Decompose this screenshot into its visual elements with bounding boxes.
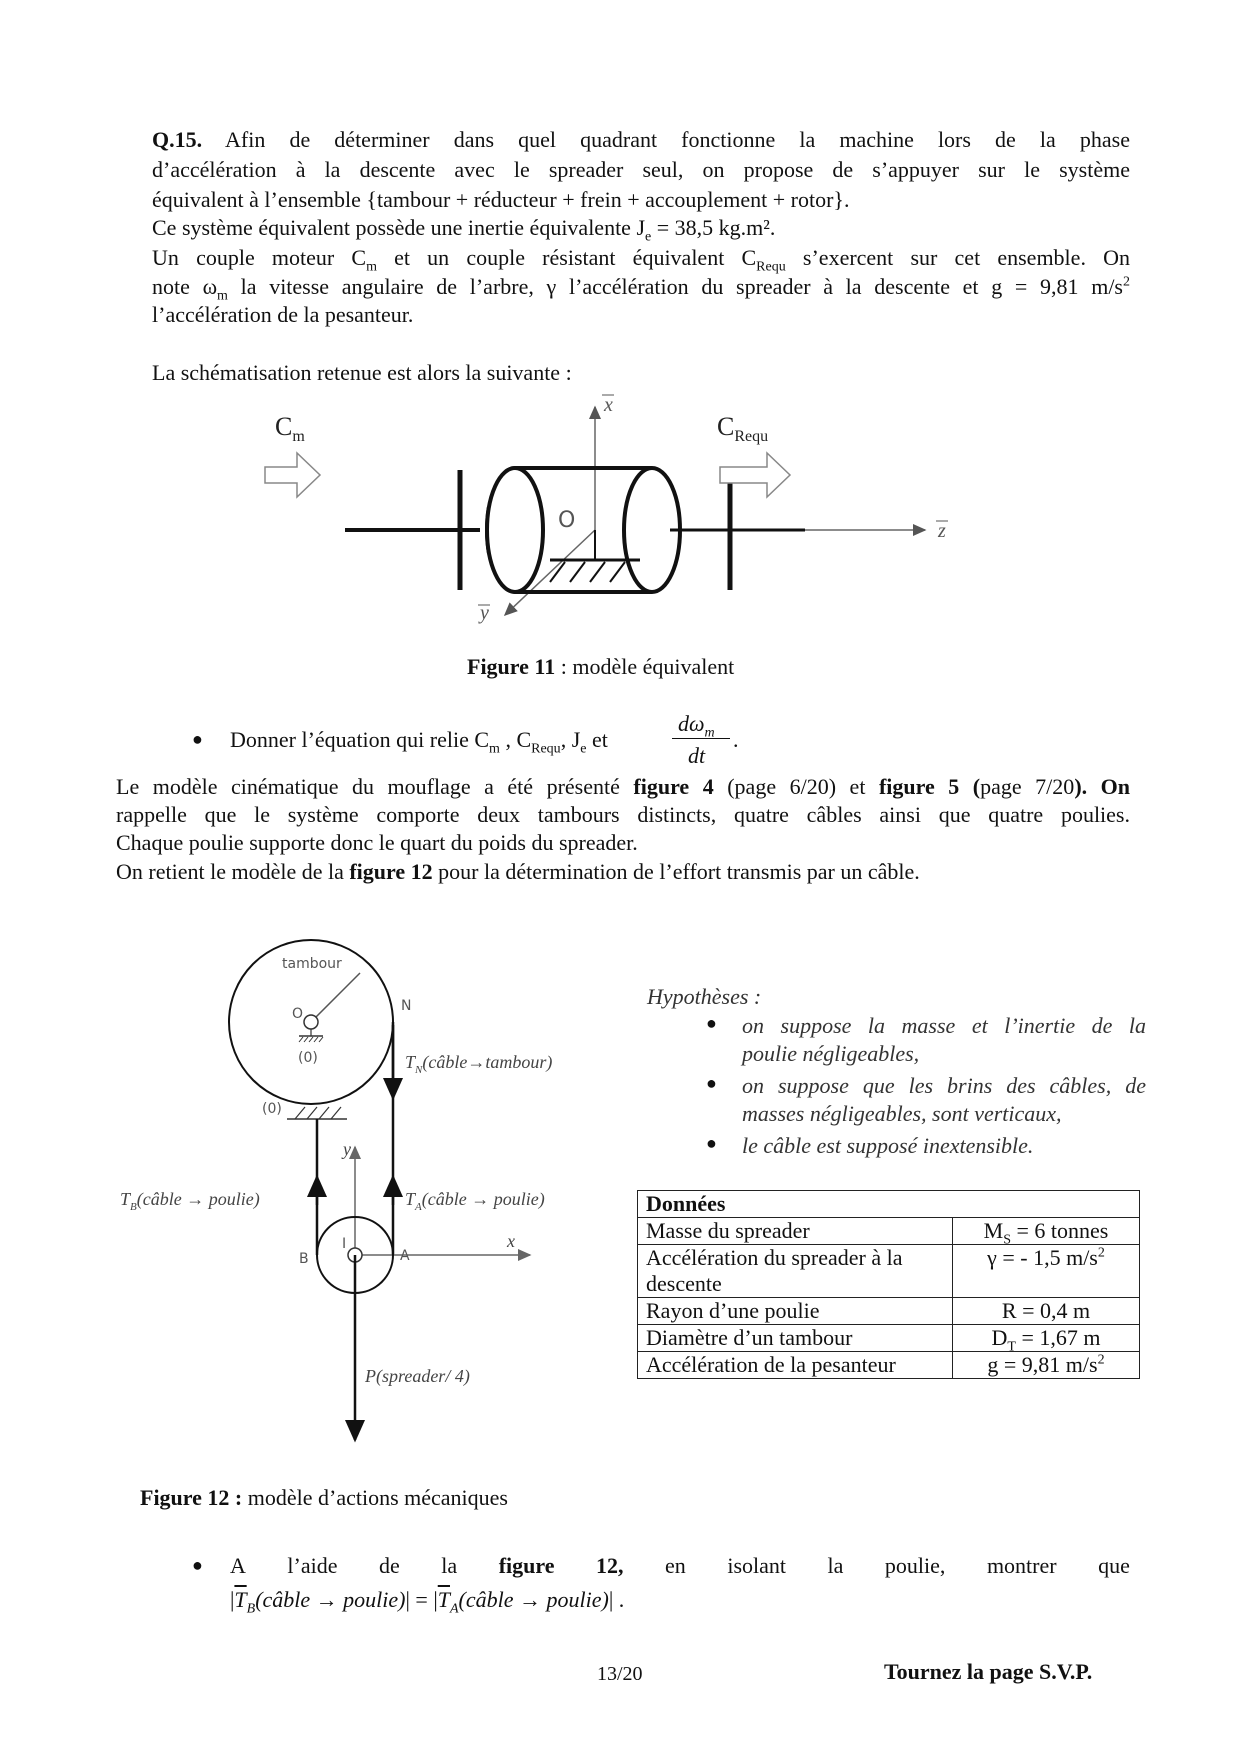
axis-y-line bbox=[505, 530, 595, 615]
table-header: Données bbox=[638, 1191, 1140, 1218]
point-A-label: A bbox=[400, 1248, 410, 1264]
hyp-bullet-3: ● bbox=[706, 1133, 717, 1153]
axis-x-label: x bbox=[604, 394, 613, 416]
q15-line3: équivalent à l’ensemble {tambour + réducteur + frein + accouplement + rotor}. bbox=[152, 187, 850, 212]
figure-12-caption: Figure 12 : modèle d’actions mécaniques bbox=[140, 1485, 508, 1510]
point-I-label: I bbox=[342, 1236, 347, 1252]
fixed-ground-hatch bbox=[295, 1107, 341, 1119]
donnees-table bbox=[637, 1190, 1140, 1379]
q15-line7: l’accélération de la pesanteur. bbox=[152, 302, 414, 327]
point-B-label: B bbox=[299, 1251, 309, 1267]
table-row: Rayon d’une poulie R = 0,4 m bbox=[638, 1298, 1140, 1325]
fraction-bar bbox=[672, 738, 730, 739]
TB-label: $T_B(câble$ → poulie) bbox=[120, 1189, 260, 1213]
q15-line4: Ce système équivalent possède une inertie équivalente $J_e = 38,5$ kg.m². bbox=[152, 215, 776, 245]
tambour-axle bbox=[304, 1015, 318, 1029]
bullet-2-marker: ● bbox=[192, 1555, 203, 1575]
q15-line5: Un couple moteur $C_m$ et un couple résistant équivalent $C_{Requ}$ s’exercent sur cet ensemble. On bbox=[152, 245, 1131, 275]
fraction-numerator: $d\omega_m$ bbox=[678, 711, 715, 741]
fig12-y-label: y bbox=[343, 1139, 351, 1159]
point-N-label: N bbox=[401, 998, 412, 1014]
q15-text-1: Afin de déterminer dans quel quadrant fonctionne la machine lors de la phase bbox=[225, 127, 1130, 152]
hyp-item-1a: on suppose la masse et l’inertie de la bbox=[742, 1013, 1146, 1038]
TN-label: $T_N(câble\to tambour)$ bbox=[405, 1052, 553, 1076]
TA-label: $T_A(câble$ → poulie) bbox=[405, 1189, 545, 1213]
tambour-zero-label: (0) bbox=[298, 1050, 318, 1066]
hyp-item-2b: masses négligeables, sont verticaux, bbox=[742, 1101, 1062, 1126]
hyp-bullet-1: ● bbox=[706, 1013, 717, 1033]
hyp-item-1b: poulie négligeables, bbox=[742, 1041, 920, 1066]
page-number: 13/20 bbox=[597, 1663, 643, 1685]
figure-12-diagram bbox=[115, 915, 615, 1450]
bullet-1-text: Donner l’équation qui relie $C_m$ , $C_{Requ}$, $J_e$ et bbox=[230, 727, 608, 757]
P-label: P(spreader/ 4) bbox=[365, 1366, 470, 1386]
para2-line1: Le modèle cinématique du mouflage a été présenté figure 4 (page 6/20) et figure 5 (page 7/20). On bbox=[116, 774, 1131, 799]
crequ-label: $C_{Requ}$ bbox=[717, 412, 769, 445]
q15-line2: d’accélération à la descente avec le spreader seul, on propose de s’appuyer sur le système bbox=[152, 157, 1130, 182]
table-header-row bbox=[638, 1191, 1140, 1218]
bullet-1-end: . bbox=[733, 727, 739, 752]
axis-y-label: y bbox=[480, 602, 489, 624]
para2-line3: Chaque poulie supporte donc le quart du poids du spreader. bbox=[116, 830, 638, 855]
bullet-2-line1: A l’aide de la figure 12, en isolant la poulie, montrer que bbox=[230, 1553, 1130, 1578]
fraction-denominator: dt bbox=[688, 743, 706, 768]
figure-11-caption: Figure 11 : modèle équivalent bbox=[467, 654, 735, 679]
para2-line4: On retient le modèle de la figure 12 pour la détermination de l’effort transmis par un câble. bbox=[116, 859, 920, 884]
tambour-radius bbox=[311, 973, 360, 1022]
table-row: Accélération de la pesanteur g = 9,81 $m/s^2$ bbox=[638, 1352, 1140, 1379]
bullet-1-marker: ● bbox=[192, 729, 203, 749]
cm-label: $C_m$ bbox=[275, 412, 305, 445]
turn-page-note: Tournez la page S.V.P. bbox=[884, 1659, 1093, 1684]
para2-line2: rappelle que le système comporte deux tambours distincts, quatre câbles ainsi que quatre poulies. bbox=[116, 802, 1130, 827]
ground-zero-label: (0) bbox=[262, 1101, 282, 1117]
cylinder-mask bbox=[487, 470, 515, 590]
tambour-label: tambour bbox=[282, 956, 342, 972]
q15-line6: note $\omega_m$ la vitesse angulaire de l’arbre, γ l’accélération du spreader à la descente et g = 9,81 $m/s^2$ bbox=[152, 274, 1130, 304]
schema-intro: La schématisation retenue est alors la suivante : bbox=[152, 360, 572, 385]
hypotheses-title: Hypothèses : bbox=[647, 984, 762, 1009]
bullet-2-equation: $|\overline{T}_B(câble$ → poulie)| = $|\overline{T}_A(câble$ → poulie)| . bbox=[230, 1587, 625, 1617]
axis-z-label: z bbox=[938, 520, 946, 542]
q15-line1 bbox=[152, 126, 1130, 154]
donnees-table-wrap bbox=[637, 1190, 1140, 1379]
origin-label: O bbox=[558, 508, 576, 533]
tambour-hatch bbox=[299, 1037, 323, 1042]
cm-torque-arrow bbox=[265, 453, 320, 497]
hyp-item-2a: on suppose que les brins des câbles, de bbox=[742, 1073, 1146, 1098]
ground-hatch bbox=[550, 562, 625, 582]
table-row: Accélération du spreader à la descente γ = - 1,5 $m/s^2$ bbox=[638, 1245, 1140, 1298]
table-row: Masse du spreader $M_S = 6$ tonnes bbox=[638, 1218, 1140, 1245]
figure-11-diagram bbox=[275, 385, 1000, 650]
table-row: Diamètre d’un tambour $D_T = 1,67$ m bbox=[638, 1325, 1140, 1352]
hyp-item-3: le câble est supposé inextensible. bbox=[742, 1133, 1034, 1158]
question-number: Q.15. bbox=[152, 127, 203, 152]
fig12-x-label: x bbox=[507, 1231, 515, 1251]
hyp-bullet-2: ● bbox=[706, 1073, 717, 1093]
tambour-O-label: O bbox=[292, 1006, 304, 1022]
